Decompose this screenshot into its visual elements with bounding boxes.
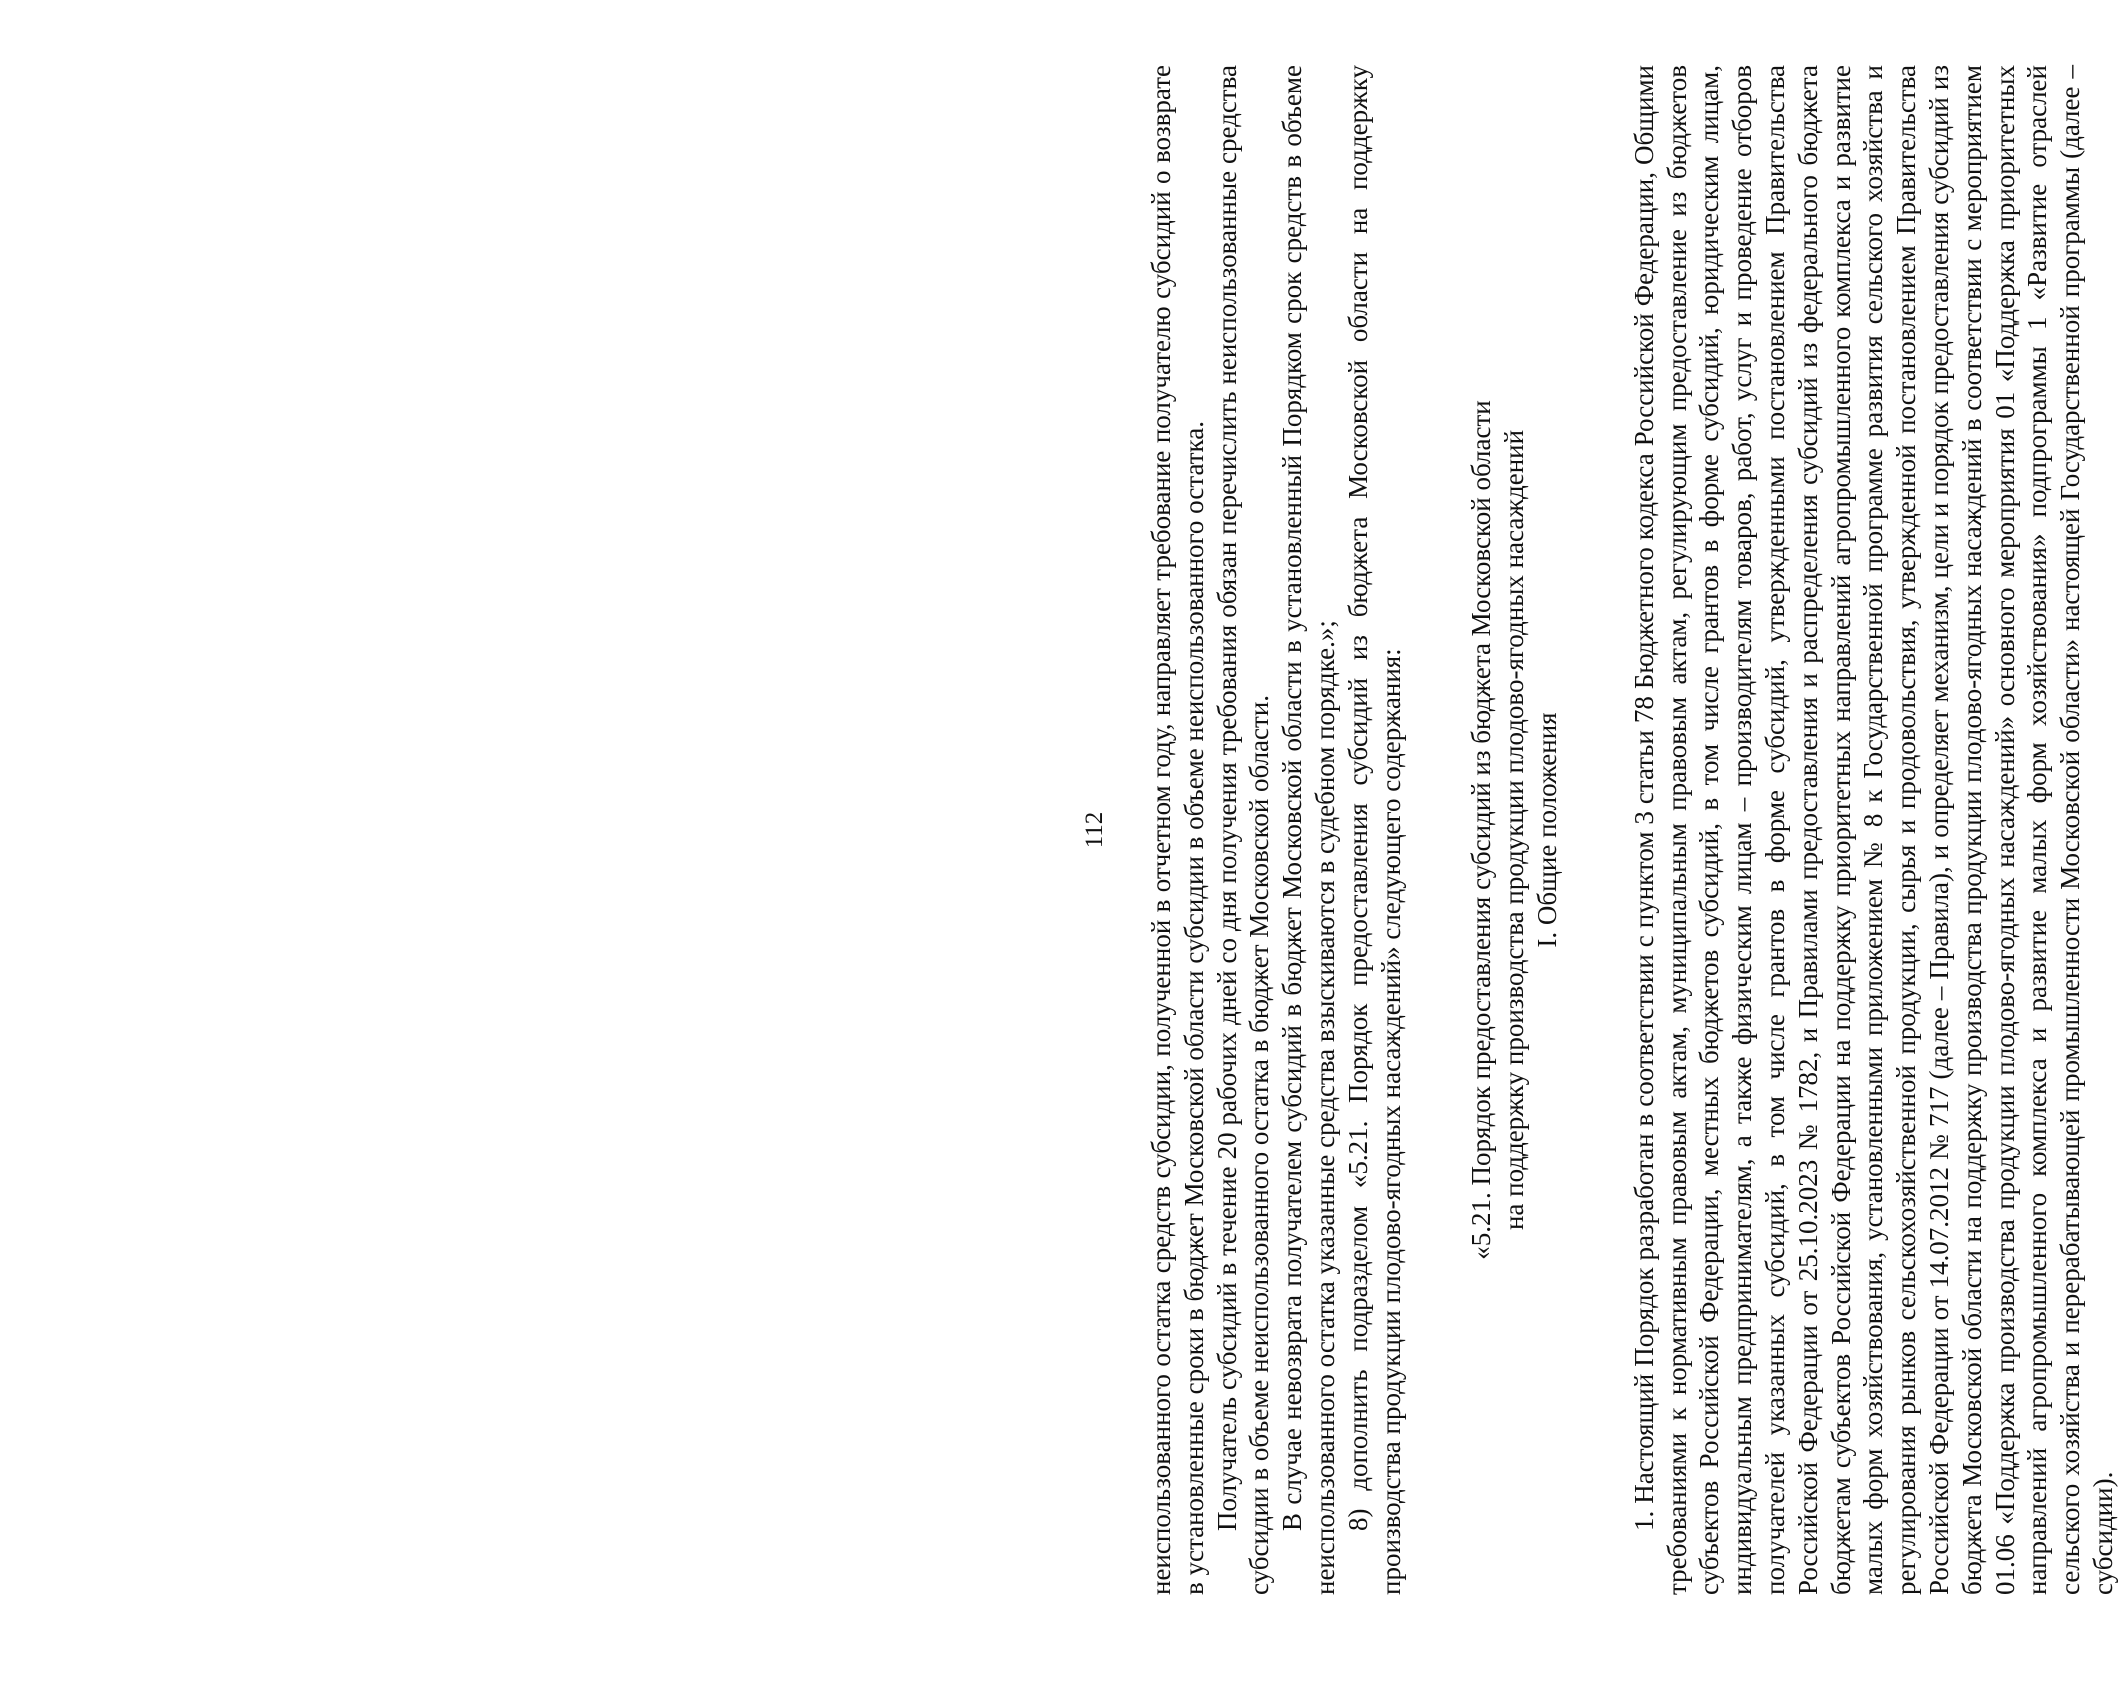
section-title [1465, 65, 1563, 1595]
paragraph-amendment-8: 8) дополнить подразделом «5.21. Порядок предоставления субсидий из бюджета Московской области на поддержку производства продукции плодово-ягодных насаждений» следующего содержания: [1342, 65, 1406, 1595]
section-subtitle: I. Общие положения [1531, 712, 1562, 948]
document-body [1145, 65, 2120, 1595]
page-number: 112 [1081, 811, 1108, 849]
section-title-line-1: «5.21. Порядок предоставления субсидий из бюджета Московской области [1466, 400, 1497, 1260]
paragraph-general-provisions-1: 1. Настоящий Порядок разработан в соответствии с пунктом 3 статьи 78 Бюджетного кодекса Российской Федерации, Общими требованиями к нормативным правовым актам, муниципальным правовым актам, регулирующим предоставление из бюджетов субъектов Российской Федерации, местных бюджетов субсидий, в том числе грантов в форме субсидий, юридическим лицам, индивидуальным предпринимателям, а также физическим лицам – производителям товаров, работ, услуг и проведение отборов получателей указанных субсидий, в том числе грантов в форме субсидий, утвержденными постановлением Правительства Российской Федерации от 25.10.2023 № 1782, и Правилами предоставления и распределения субсидий из федерального бюджета бюджетам субъектов Российской Федерации на поддержку приоритетных направлений агропромышленного комплекса и развитие малых форм хозяйствования, установленными приложением № 8 к Государственной программе развития сельского хозяйства и регулирования рынков сельскохозяйственной продукции, сырья и продовольствия, утвержденной постановлением Правительства Российской Федерации от 14.07.2012 № 717 (далее – Правила), и определяет механизм, цели и порядок предоставления субсидий из бюджета Московской области на поддержку производства продукции плодово-ягодных насаждений в соответствии с мероприятием 01.06 «Поддержка производства продукции плодово-ягодных насаждений» основного мероприятия 01 «Поддержка приоритетных направлений агропромышленного комплекса и развитие малых форм хозяйствования» подпрограммы 1 «Развитие отраслей сельского хозяйства и перерабатывающей промышленности Московской области» настоящей Государственной программы (далее – субсидии). [1628, 65, 2118, 1595]
paragraph-non-return: В случае невозврата получателем субсидий в бюджет Московской области в установленный Порядком срок средств в объеме неиспользованного остатка указанные средства взыскиваются в судебном порядке.»; [1277, 65, 1340, 1595]
rotated-page-content [1080, 65, 2118, 1595]
section-title-line-2: на поддержку производства продукции плодово-ягодных насаждений [1499, 429, 1530, 1231]
paragraph-continuation: неиспользованного остатка средств субсидии, полученной в отчетном году, направляет требование получателю субсидий о возврате в установленные сроки в бюджет Московской области субсидии в объеме неиспользованного остатка. [1146, 65, 1209, 1595]
paragraph-recipient-obligation: Получатель субсидий в течение 20 рабочих дней со дня получения требования обязан перечислить неиспользованные средства субсидии в объеме неиспользованного остатка в бюджет Московской области. [1211, 65, 1275, 1595]
spacer [1564, 65, 1628, 1595]
